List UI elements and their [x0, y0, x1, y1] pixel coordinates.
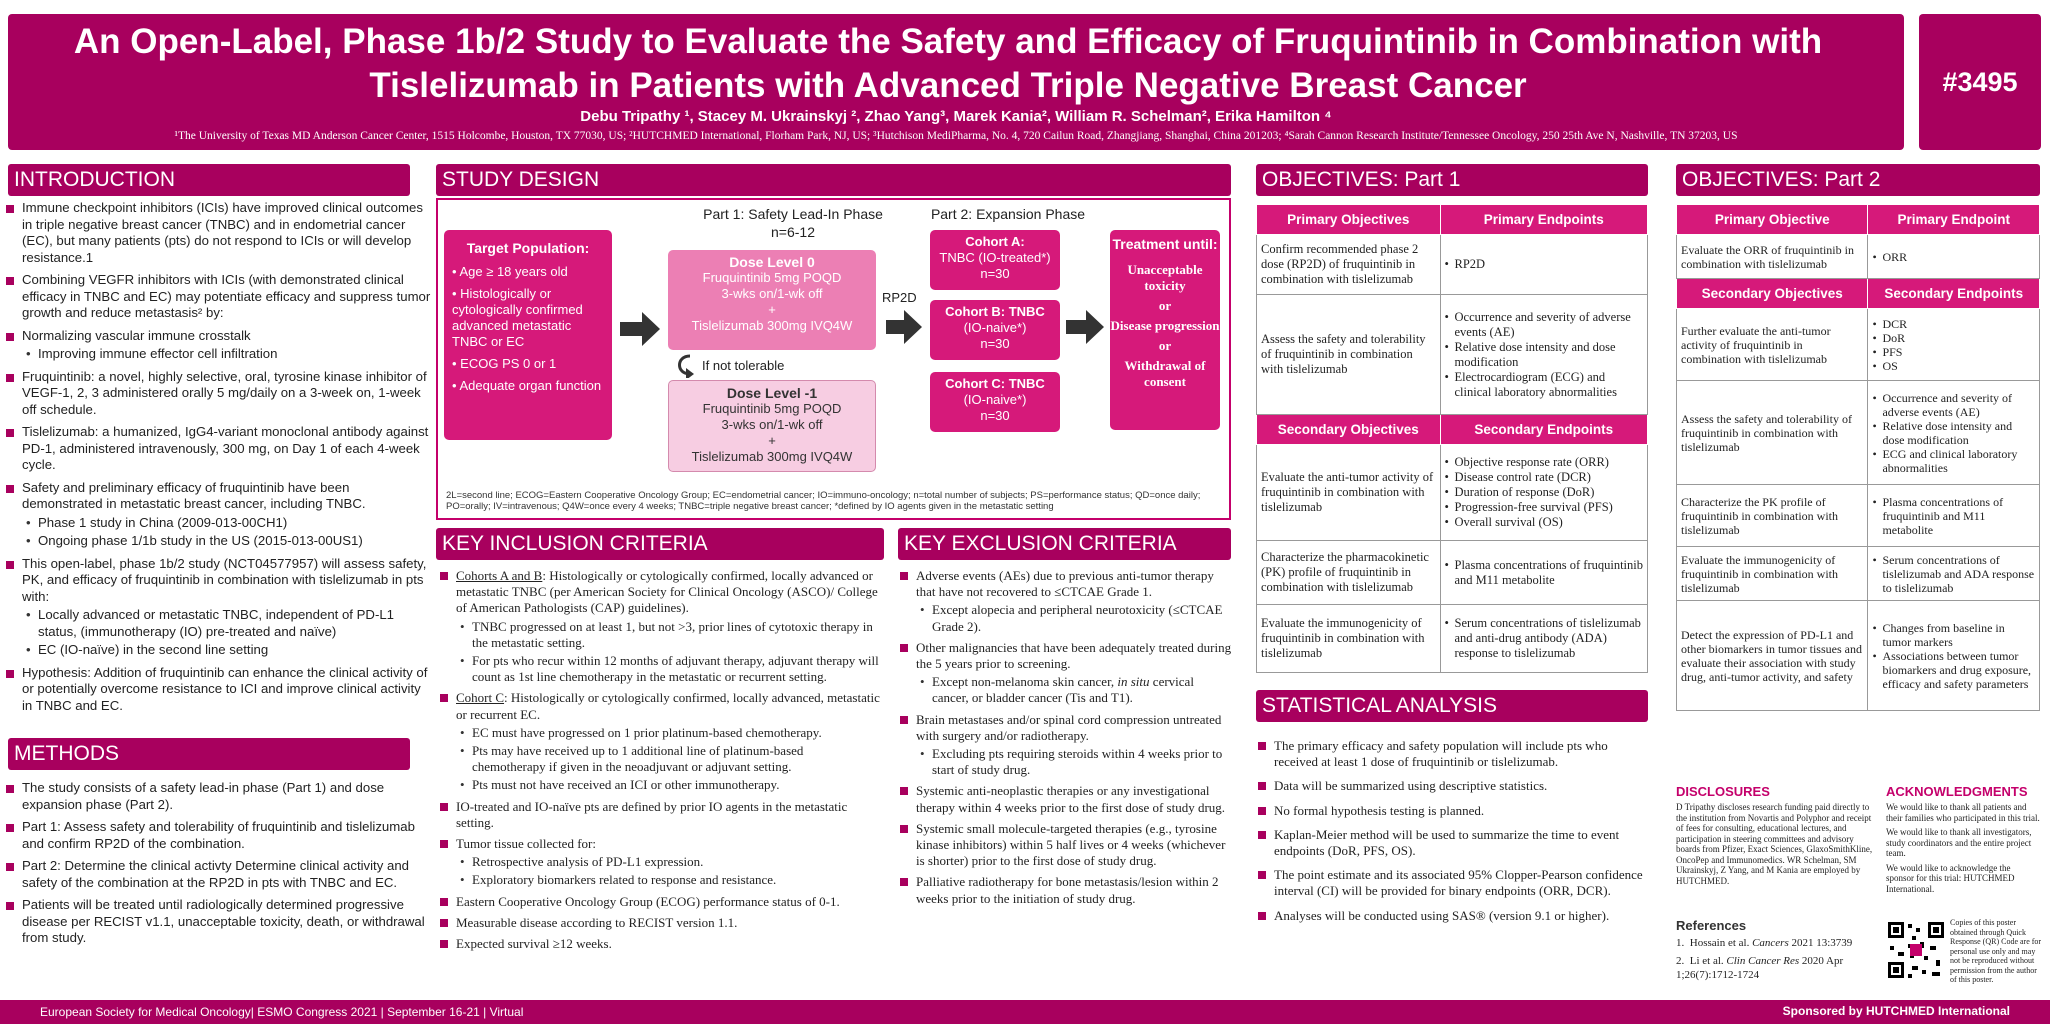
list-item: IO-treated and IO-naïve pts are defined by prior IO agents in the metastatic setting. [440, 799, 880, 831]
qr-disclaimer: Copies of this poster obtained through Quick Response (QR) Code are for personal use only and may not be reproduced without permission from the author of this poster. [1950, 918, 2042, 984]
table-header: Secondary Objectives [1257, 415, 1441, 445]
treatment-or: or [1158, 338, 1172, 353]
list-item [6, 556, 432, 659]
list-item: Tislelizumab: a humanized, IgG4-variant monoclonal antibody against PD-1, administered intravenously, 300 mg, on Day 1 of each 4-week cycle. [6, 424, 432, 474]
methods-title: METHODS [8, 738, 410, 770]
cohort-title: Cohort B: TNBC [945, 304, 1045, 319]
table-cell: Further evaluate the anti-tumor activity of fruquintinib in combination with tislelizumab [1677, 309, 1868, 381]
study-design-diagram [436, 198, 1231, 520]
statistical-body [1258, 738, 1650, 929]
table-row [1257, 541, 1648, 605]
not-tolerable-label: If not tolerable [702, 358, 785, 373]
dose-line: + [768, 433, 776, 448]
cohort-line: (IO-naive*) [963, 320, 1027, 335]
sub-item: • Ongoing phase 1/1b study in the US (2015-013-00US1) [22, 533, 432, 550]
list-item [900, 568, 1232, 635]
cohort-heading: Cohorts A and B [456, 568, 543, 583]
objectives-part1-table [1256, 204, 1648, 673]
dose-level-0-box [668, 250, 876, 350]
study-design-title: STUDY DESIGN [436, 164, 1231, 196]
list-item: Kaplan-Meier method will be used to summarize the time to event endpoints (DoR, PFS, OS). [1258, 827, 1650, 859]
cohort-title: Cohort C: TNBC [945, 376, 1045, 391]
table-cell: Assess the safety and tolerability of fruquintinib in combination with tislelizumab [1677, 381, 1868, 485]
dose-line: Tislelizumab 300mg IVQ4W [691, 449, 853, 464]
cohort-n: n=30 [980, 408, 1010, 423]
list-item: Analyses will be conducted using SAS® (version 9.1 or higher). [1258, 908, 1650, 924]
table-header: Primary Objectives [1257, 205, 1441, 235]
list-item: Measurable disease according to RECIST version 1.1. [440, 915, 880, 931]
table-cell: • Plasma concentrations of fruquintinib and M11 metabolite [1440, 541, 1648, 605]
table-cell: Confirm recommended phase 2 dose (RP2D) of fruquintinib in combination with tislelizumab [1257, 235, 1441, 295]
sub-item: • Retrospective analysis of PD-L1 expression. [456, 854, 880, 870]
introduction-title: INTRODUCTION [8, 164, 410, 196]
list-item [440, 836, 880, 889]
list-item: Immune checkpoint inhibitors (ICIs) have improved clinical outcomes in triple negative breast cancer (TNBC) and in endometrial cancer (EC), but many patients (pts) do not respond to ICIs or will develop resistance.1 [6, 200, 432, 266]
list-item: Systemic small molecule-targeted therapies (e.g., tyrosine kinase inhibitors) within 5 half lives or 4 weeks (whichever is shorter) prior to the first dose of study drug. [900, 821, 1232, 870]
list-item: Expected survival ≥12 weeks. [440, 936, 880, 952]
list-item-text: Tumor tissue collected for: [456, 836, 596, 852]
table-cell: Evaluate the anti-tumor activity of fruquintinib in combination with tislelizumab [1257, 445, 1441, 541]
table-cell: • ORR [1868, 235, 2040, 279]
objectives-part2-table [1676, 204, 2040, 711]
table-row [1677, 601, 2040, 711]
cohort-c-box [930, 372, 1060, 432]
list-item: The point estimate and its associated 95% Clopper-Pearson confidence interval (CI) will be provided for binary endpoints (ORR, DCR). [1258, 867, 1650, 899]
cohort-line: TNBC (IO-treated*) [939, 250, 1051, 265]
table-cell: Assess the safety and tolerability of fruquintinib in combination with tislelizumab [1257, 295, 1441, 415]
dose-level-minus1-box [668, 380, 876, 472]
sub-item: • Except non-melanoma skin cancer, in situ cervical cancer, or bladder cancer (Tis and T1). [916, 674, 1232, 706]
authors: Debu Tripathy ¹, Stacey M. Ukrainskyj ², Zhao Yang³, Marek Kania², William R. Schelman², Erika Hamilton ⁴ [580, 108, 1332, 125]
sub-item: • Excluding pts requiring steroids within 4 weeks prior to start of study drug. [916, 746, 1232, 778]
treatment-line: Disease progression [1110, 318, 1220, 333]
table-cell: • Serum concentrations of tislelizumab and ADA response to tislelizumab [1868, 547, 2040, 601]
sub-item: • Except alopecia and peripheral neurotoxicity (≤CTCAE Grade 2). [916, 602, 1232, 634]
list-item: Eastern Cooperative Oncology Group (ECOG) performance status of 0-1. [440, 894, 880, 910]
table-cell: • Plasma concentrations of fruquintinib and M11 metabolite [1868, 485, 2040, 547]
cohort-heading: Cohort C [456, 690, 505, 706]
table-cell: • RP2D [1440, 235, 1648, 295]
acknowledgements-text [1886, 802, 2040, 894]
table-cell: Detect the expression of PD-L1 and other biomarkers in tumor tissues and evaluate their association with study drug, anti-tumor activity, and safety [1677, 601, 1868, 711]
design-footnote: 2L=second line; ECOG=Eastern Cooperative Oncology Group; EC=endometrial cancer; IO=immuno-oncology; n=total number of subjects; PS=performance status; QD=once daily; PO=orally; IV=intravenous; Q4W=once every 4 weeks; TNBC=triple negative breast cancer; *defined by IO agents given in the metastatic setting [446, 490, 1201, 512]
reference-item: 2. Li et al. Clin Cancer Res 2020 Apr 1;26(7):1712-1724 [1676, 955, 1844, 981]
arrow-right-icon [620, 312, 660, 351]
list-item: Fruquintinib: a novel, highly selective, oral, tyrosine kinase inhibitor of VEGF-1, 2, 3 administered orally 5 mg/daily on a 3-week on, 1-week off schedule. [6, 369, 432, 419]
table-row [1257, 605, 1648, 673]
introduction-body [6, 200, 432, 720]
poster-number: #3495 [1919, 14, 2041, 150]
table-row [1677, 485, 2040, 547]
sub-item: • EC (IO-naïve) in the second line setting [22, 642, 432, 659]
sub-item: • Pts may have received up to 1 additional line of platinum-based chemotherapy if given in the neoadjuvant or adjuvant setting. [456, 743, 880, 775]
dose-level-0-title: Dose Level 0 [729, 254, 815, 270]
list-item [900, 712, 1232, 779]
sub-item: • TNBC progressed on at least 1, but not >3, prior lines of cytotoxic therapy in the metastatic setting. [456, 619, 880, 651]
rp2d-label: RP2D [882, 290, 917, 305]
table-cell: Characterize the pharmacokinetic (PK) profile of fruquintinib in combination with tislelizumab [1257, 541, 1441, 605]
list-item: Combining VEGFR inhibitors with ICIs (with demonstrated clinical efficacy in TNBC and EC) may potentiate efficacy and suppress tumor growth and reduce metastasis² by: [6, 272, 432, 322]
ack-line: We would like to thank all patients and their families who participated in this trial. [1886, 802, 2040, 823]
part1-n: n=6-12 [771, 224, 815, 240]
cohort-title: Cohort A: [965, 234, 1025, 249]
list-item [6, 480, 432, 550]
treatment-until-box [1110, 230, 1220, 430]
table-cell: Characterize the PK profile of fruquintinib in combination with tislelizumab [1677, 485, 1868, 547]
list-item-text: This open-label, phase 1b/2 study (NCT04577957) will assess safety, PK, and efficacy of fruquintinib in combination with tislelizumab in pts with: [22, 555, 427, 604]
table-cell: • Objective response rate (ORR) • Disease control rate (DCR) • Duration of response (DoR) • Progression-free survival (PFS) • Overall survival (OS) [1440, 445, 1648, 541]
table-row [1677, 547, 2040, 601]
exclusion-body [900, 568, 1232, 912]
treatment-line: Unacceptable toxicity [1127, 262, 1203, 293]
cohort-n: n=30 [980, 266, 1010, 281]
reference-item: 1. Hossain et al. Cancers 2021 13:3739 [1676, 937, 1853, 949]
target-item: • Adequate organ function [452, 378, 602, 393]
table-header: Secondary Endpoints [1868, 279, 2040, 309]
list-item: Palliative radiotherapy for bone metastasis/lesion within 2 weeks prior to the initiation of study drug. [900, 874, 1232, 906]
list-item: No formal hypothesis testing is planned. [1258, 803, 1650, 819]
sub-item: • Exploratory biomarkers related to response and resistance. [456, 872, 880, 888]
poster-footer [0, 1000, 2050, 1024]
sub-item: • Pts must not have received an ICI or other immunotherapy. [456, 777, 880, 793]
dose-line: 3-wks on/1-wk off [721, 286, 823, 301]
table-header: Secondary Objectives [1677, 279, 1868, 309]
list-item [6, 328, 432, 363]
title-line-2: Tislelizumab in Patients with Advanced Triple Negative Breast Cancer [369, 66, 1527, 105]
table-header: Primary Endpoint [1868, 205, 2040, 235]
table-row [1677, 235, 2040, 279]
qr-code-icon[interactable] [1886, 920, 1946, 980]
table-cell: • Changes from baseline in tumor markers • Associations between tumor biomarkers and drug exposure, efficacy and safety parameters [1868, 601, 2040, 711]
list-item: Part 2: Determine the clinical activty Determine clinical activity and safety of the combination at the RP2D in pts with TNBC and EC. [6, 858, 432, 891]
cohort-a-box [930, 230, 1060, 290]
target-item: • ECOG PS 0 or 1 [452, 356, 557, 371]
list-item [440, 690, 880, 793]
table-cell: Evaluate the ORR of fruquintinib in combination with tislelizumab [1677, 235, 1868, 279]
disclosures-title: DISCLOSURES [1676, 784, 1770, 799]
dose-line: Fruquintinib 5mg POQD [702, 401, 842, 416]
table-cell: Evaluate the immunogenicity of fruquintinib in combination with tislelizumab [1677, 547, 1868, 601]
table-row [1677, 309, 2040, 381]
list-item: Part 1: Assess safety and tolerability of fruquintinib and tislelizumab and confirm RP2D of the combination. [6, 819, 432, 852]
list-item-text: Other malignancies that have been adequately treated during the 5 years prior to screening. [916, 639, 1232, 672]
acknowledgements-title: ACKNOWLEDGMENTS [1886, 784, 2028, 799]
treatment-title: Treatment until: [1112, 236, 1218, 252]
statistical-title: STATISTICAL ANALYSIS [1256, 690, 1648, 722]
footer-sponsor: Sponsored by HUTCHMED International [1782, 1004, 2010, 1018]
part1-label: Part 1: Safety Lead-In Phase [703, 206, 883, 222]
list-item-text: Adverse events (AEs) due to previous anti-tumor therapy that have not recovered to ≤CTCAE Grade 1. [916, 568, 1214, 600]
list-item-text: : Histologically or cytologically confirmed, locally advanced or metastatic TNBC (per American Society for Clinical Oncology (ASCO)/ College of American Pathologists (CAP) guidelines). [456, 568, 878, 616]
dose-line: Tislelizumab 300mg IVQ4W [691, 318, 853, 333]
treatment-line: Withdrawal of consent [1124, 358, 1206, 389]
list-item: Hypothesis: Addition of fruquintinib can enhance the clinical activity of or potentially overcome resistance to ICI and improve clinical activity in TNBC and EC. [6, 665, 432, 715]
table-cell: • Occurrence and severity of adverse events (AE) • Relative dose intensity and dose modification • ECG and clinical laboratory abnormalities [1868, 381, 2040, 485]
references-list [1676, 936, 1886, 982]
sub-item: • EC must have progressed on 1 prior platinum-based chemotherapy. [456, 725, 880, 741]
list-item-text: Normalizing vascular immune crosstalk [22, 327, 251, 343]
ack-line: We would like to thank all investigators, study coordinators and the entire project team. [1886, 827, 2032, 858]
target-population-box [444, 230, 612, 440]
table-cell: • Occurrence and severity of adverse events (AE) • Relative dose intensity and dose modification • Electrocardiogram (ECG) and clinical laboratory abnormalities [1440, 295, 1648, 415]
table-row [1257, 235, 1648, 295]
list-item [900, 640, 1232, 707]
inclusion-body [440, 568, 880, 957]
arrow-right-icon [1066, 310, 1104, 349]
cohort-line: (IO-naive*) [963, 392, 1027, 407]
sub-item: • Phase 1 study in China (2009-013-00CH1) [22, 515, 432, 532]
dose-level-minus1-title: Dose Level -1 [726, 385, 818, 401]
list-item: Systemic anti-neoplastic therapies or any investigational therapy within 4 weeks prior to the first dose of study drug. [900, 783, 1232, 815]
part2-label: Part 2: Expansion Phase [930, 206, 1086, 222]
affiliations: ¹The University of Texas MD Anderson Cancer Center, 1515 Holcombe, Houston, TX 77030, US; ²HUTCHMED International, Florham Park, NJ, US; ³Hutchison MediPharma, No. 4, 720 Cailun Road, Zhangjiang, Shanghai, China 201203; ⁴Sarah Cannon Research Institute/Tennessee Oncology, 250 25th Ave N, Nashville, TN 37203, US [174, 130, 1738, 142]
title-line-1: An Open-Label, Phase 1b/2 Study to Evaluate the Safety and Efficacy of Fruquintinib in Combination with [73, 22, 1823, 61]
arrow-right-icon [886, 310, 922, 349]
table-row [1257, 295, 1648, 415]
return-arrow-icon [672, 352, 696, 383]
table-cell: • Serum concentrations of tislelizumab and anti-drug antibody (ADA) response to tislelizumab [1440, 605, 1648, 673]
table-cell: • DCR • DoR • PFS • OS [1868, 309, 2040, 381]
dose-line: + [768, 302, 776, 317]
footer-congress: European Society for Medical Oncology| ESMO Congress 2021 | September 16-21 | Virtual [40, 1005, 524, 1019]
target-item: • Age ≥ 18 years old [452, 264, 568, 279]
methods-body [6, 780, 432, 953]
cohort-n: n=30 [980, 336, 1010, 351]
list-item [440, 568, 880, 685]
list-item: Patients will be treated until radiologically determined progressive disease per RECIST v1.1, unacceptable toxicity, death, or withdrawal from study. [6, 897, 432, 947]
table-cell: Evaluate the immunogenicity of fruquintinib in combination with tislelizumab [1257, 605, 1441, 673]
table-row [1257, 445, 1648, 541]
table-header: Primary Objective [1677, 205, 1868, 235]
poster-header [8, 14, 1904, 150]
list-item-text: Brain metastases and/or spinal cord compression untreated with surgery and/or radiotherapy. [916, 711, 1222, 743]
table-header: Primary Endpoints [1440, 205, 1648, 235]
sub-item: • Locally advanced or metastatic TNBC, independent of PD-L1 status, (immunotherapy (IO) pre-treated and naïve) [22, 607, 432, 640]
list-item-text: : Histologically or cytologically confirmed, locally advanced, metastatic or recurrent EC. [456, 690, 880, 722]
treatment-or: or [1158, 298, 1172, 313]
target-item: • Histologically or cytologically confirmed advanced metastatic TNBC or EC [452, 286, 583, 349]
objectives-part1-title: OBJECTIVES: Part 1 [1256, 164, 1648, 196]
list-item: The primary efficacy and safety population will include pts who received at least 1 dose of fruquintinib or tislelizumab. [1258, 738, 1650, 770]
table-row [1677, 381, 2040, 485]
list-item: The study consists of a safety lead-in phase (Part 1) and dose expansion phase (Part 2). [6, 780, 432, 813]
list-item-text: Safety and preliminary efficacy of fruquintinib have been demonstrated in metastatic breast cancer, including TNBC. [22, 479, 366, 511]
references-title: References [1676, 918, 1747, 933]
exclusion-title: KEY EXCLUSION CRITERIA [898, 528, 1231, 560]
target-title: Target Population: [466, 240, 590, 256]
sub-item: • Improving immune effector cell infiltration [22, 346, 432, 363]
dose-line: Fruquintinib 5mg POQD [702, 270, 842, 285]
sub-item: • For pts who recur within 12 months of adjuvant therapy, adjuvant therapy will count as 1st line chemotherapy in the metastatic or recurrent setting. [456, 653, 880, 685]
list-item: Data will be summarized using descriptive statistics. [1258, 778, 1650, 794]
dose-line: 3-wks on/1-wk off [721, 417, 823, 432]
objectives-part2-title: OBJECTIVES: Part 2 [1676, 164, 2040, 196]
cohort-b-box [930, 300, 1060, 360]
inclusion-title: KEY INCLUSION CRITERIA [436, 528, 884, 560]
poster-title [28, 20, 1868, 108]
ack-line: We would like to acknowledge the sponsor for this trial: HUTCHMED International. [1886, 862, 2015, 894]
disclosures-text: D Tripathy discloses research funding paid directly to the institution from Novartis and Polyphor and receipt of fees for consulting, educational lectures, and participation in steering committees and advisory boards from Pfizer, Exact Sciences, GlaxoSmithKline, OncoPep and Immunomedics. WR Schelman, SM Ukrainskyj, Z Yang, and M Kania are employed by HUTCHMED. [1676, 802, 1873, 886]
table-header: Secondary Endpoints [1440, 415, 1648, 445]
